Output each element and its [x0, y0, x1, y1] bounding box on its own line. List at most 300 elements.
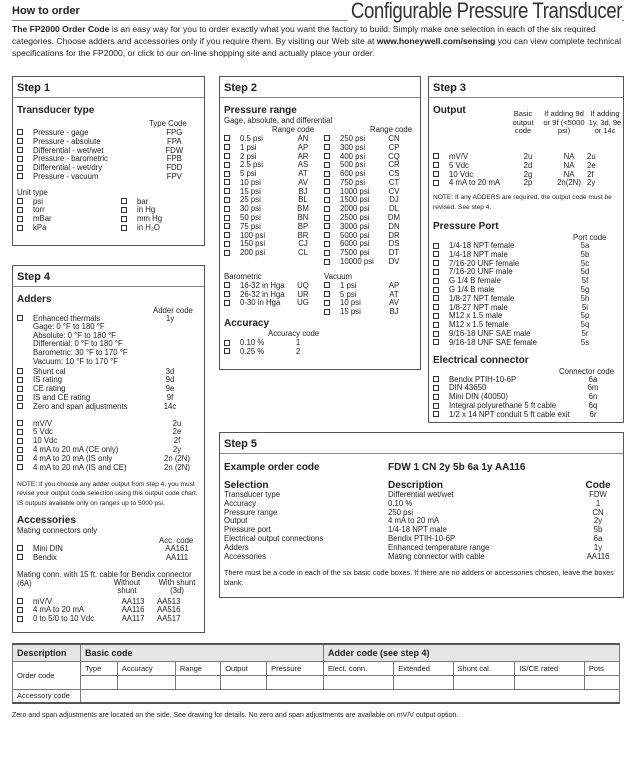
checkbox[interactable] — [324, 250, 330, 256]
option-label: 15 psi — [340, 307, 361, 317]
checkbox[interactable] — [433, 385, 439, 391]
range-option[interactable] — [220, 204, 320, 213]
option-code-code: 5d — [580, 267, 590, 277]
code-cell: 2y — [593, 516, 603, 526]
adder-output-option[interactable] — [13, 463, 204, 472]
connector-option[interactable] — [429, 401, 623, 410]
option-code-c1: 2g — [523, 169, 533, 179]
order-code-input[interactable] — [267, 675, 324, 689]
option-label: 5000 psi — [340, 230, 370, 240]
checkbox[interactable] — [324, 241, 330, 247]
option-label: Mini DIN (40050) — [449, 392, 508, 402]
checkbox[interactable] — [224, 179, 230, 185]
checkbox[interactable] — [433, 180, 439, 186]
checkbox[interactable] — [17, 607, 23, 613]
option-code-code: CT — [388, 177, 400, 187]
option-label: Bendix — [33, 552, 57, 562]
option-label: 10 Vdc — [449, 169, 474, 179]
adder-code-header: Adder code — [153, 306, 193, 315]
port-option[interactable] — [429, 329, 623, 338]
range-option[interactable] — [220, 134, 320, 143]
transducer-type-option[interactable] — [13, 163, 204, 172]
accessory-option[interactable] — [13, 553, 204, 562]
unit-option[interactable] — [13, 197, 117, 206]
checkbox[interactable] — [433, 394, 439, 400]
order-code-input[interactable] — [117, 675, 175, 689]
checkbox[interactable] — [17, 395, 23, 401]
mating-header-without: Without shunt — [113, 577, 141, 596]
code-header: Code — [585, 480, 611, 491]
checkbox[interactable] — [324, 259, 330, 265]
checkbox[interactable] — [224, 144, 230, 150]
option-code-code: UG — [297, 298, 309, 308]
range-option[interactable] — [320, 160, 409, 169]
range-code-header-right: Range code — [370, 125, 413, 134]
selection-header: Selection — [224, 480, 269, 491]
checkbox[interactable] — [324, 309, 330, 315]
checkbox[interactable] — [224, 348, 230, 354]
step4-box — [12, 265, 205, 633]
intro-bold: The FP2000 Order Code — [12, 24, 110, 34]
checkbox[interactable] — [324, 300, 330, 306]
option-code-c1: AA113 — [121, 596, 145, 606]
output-option[interactable] — [429, 161, 623, 170]
option-label: 10000 psi — [340, 257, 374, 267]
range-option[interactable] — [220, 196, 320, 205]
description-header: Description — [388, 480, 444, 491]
checkbox[interactable] — [17, 173, 23, 179]
checkbox[interactable] — [224, 162, 230, 168]
range-option[interactable] — [320, 240, 409, 249]
option-code-code: 6a — [588, 374, 598, 384]
checkbox[interactable] — [324, 282, 330, 288]
port-option[interactable] — [429, 303, 623, 312]
checkbox[interactable] — [324, 197, 330, 203]
example-row — [220, 553, 623, 562]
order-code-input[interactable] — [175, 675, 220, 689]
mating-option[interactable] — [13, 614, 204, 623]
range-option[interactable] — [220, 160, 320, 169]
adder-output-option[interactable] — [13, 454, 204, 463]
checkbox[interactable] — [224, 282, 230, 288]
adder-output-option[interactable] — [13, 436, 204, 445]
option-label: 2000 psi — [340, 204, 370, 214]
option-label: 0.25 % — [240, 346, 265, 356]
range-option[interactable] — [220, 248, 320, 257]
option-label: IS and CE rating — [33, 393, 91, 403]
checkbox[interactable] — [324, 215, 330, 221]
barometric-title: Barometric — [224, 271, 262, 281]
range-option[interactable] — [220, 178, 320, 187]
checkbox[interactable] — [224, 250, 230, 256]
option-label: 600 psi — [340, 169, 366, 179]
port-option[interactable] — [429, 338, 623, 347]
checkbox[interactable] — [17, 315, 23, 321]
checkbox[interactable] — [324, 171, 330, 177]
checkbox[interactable] — [224, 232, 230, 238]
adder-option[interactable] — [13, 393, 204, 402]
example-row — [220, 500, 623, 509]
option-code-code: 6n — [588, 392, 598, 402]
checkbox[interactable] — [17, 545, 23, 551]
thermal-detail: Differential: 0 °F to 180 °F — [33, 339, 123, 349]
checkbox[interactable] — [17, 165, 23, 171]
range-option[interactable] — [320, 248, 409, 257]
port-option[interactable] — [429, 285, 623, 294]
port-option[interactable] — [429, 320, 623, 329]
port-option[interactable] — [429, 259, 623, 268]
range-option[interactable] — [320, 134, 409, 143]
order-column-header: Output — [221, 661, 267, 675]
output-option[interactable] — [429, 170, 623, 179]
adder-output-option[interactable] — [13, 428, 204, 437]
adder-output-option[interactable] — [13, 419, 204, 428]
checkbox[interactable] — [17, 554, 23, 560]
option-code-code: 5b — [580, 249, 590, 259]
range-option[interactable] — [220, 213, 320, 222]
order-code-input[interactable] — [323, 675, 393, 689]
connector-option[interactable] — [429, 392, 623, 401]
checkbox[interactable] — [433, 269, 439, 275]
option-code-code: FDD — [166, 163, 183, 173]
option-code-code: 2e — [172, 427, 182, 437]
option-code-c2: AA516 — [157, 605, 181, 615]
port-option[interactable] — [429, 294, 623, 303]
code-cell: 6a — [593, 533, 603, 543]
checkbox[interactable] — [433, 243, 439, 249]
range-option[interactable] — [220, 143, 320, 152]
checkbox[interactable] — [224, 215, 230, 221]
adder-option[interactable] — [13, 384, 204, 393]
checkbox[interactable] — [17, 156, 23, 162]
vacuum-option[interactable] — [320, 299, 409, 308]
checkbox[interactable] — [433, 411, 439, 417]
option-label: Pressure - barometric — [33, 154, 108, 164]
option-code-code: 5c — [580, 258, 590, 268]
unit-option[interactable] — [13, 214, 117, 223]
order-code-input[interactable] — [515, 675, 585, 689]
connector-option[interactable] — [429, 410, 623, 419]
option-code-code: 5f — [581, 276, 589, 286]
option-label: mV/V — [33, 596, 53, 606]
type-code-header: Type Code — [149, 119, 187, 128]
port-option[interactable] — [429, 241, 623, 250]
checkbox[interactable] — [17, 464, 23, 470]
port-option[interactable] — [429, 276, 623, 285]
checkbox[interactable] — [17, 455, 23, 461]
checkbox[interactable] — [433, 162, 439, 168]
description-cell: 1/4-18 NPT male — [388, 525, 447, 535]
checkbox[interactable] — [224, 135, 230, 141]
option-label: 5 Vdc — [449, 160, 469, 170]
option-code-code: AP — [388, 280, 400, 290]
order-column-header: Range — [175, 661, 220, 675]
code-cell: 1y — [593, 542, 603, 552]
barometric-option[interactable] — [220, 290, 320, 299]
pressure-range-title: Pressure range — [224, 105, 297, 116]
checkbox[interactable] — [324, 153, 330, 159]
range-option[interactable] — [320, 213, 409, 222]
checkbox[interactable] — [224, 188, 230, 194]
output-title: Output — [433, 105, 466, 116]
option-label: 7/16-20 UNF female — [449, 258, 520, 268]
checkbox[interactable] — [433, 153, 439, 159]
range-option[interactable] — [220, 152, 320, 161]
option-code-code: CQ — [388, 151, 400, 161]
accuracy-option[interactable] — [220, 347, 420, 356]
checkbox[interactable] — [121, 198, 127, 204]
step5-heading: Step 5 — [220, 433, 623, 454]
unit-option[interactable] — [13, 223, 117, 232]
selection-cell: Pressure port — [224, 525, 271, 535]
order-code-input[interactable] — [81, 675, 118, 689]
vacuum-option[interactable] — [320, 307, 409, 316]
option-code-c2: NA — [563, 151, 575, 161]
checkbox[interactable] — [224, 171, 230, 177]
checkbox[interactable] — [121, 207, 127, 213]
unit-option[interactable] — [117, 223, 166, 232]
adder-output-option[interactable] — [13, 445, 204, 454]
checkbox[interactable] — [224, 300, 230, 306]
checkbox[interactable] — [433, 304, 439, 310]
checkbox[interactable] — [17, 438, 23, 444]
checkbox[interactable] — [324, 223, 330, 229]
order-column-header: Extended — [394, 661, 453, 675]
range-option[interactable] — [320, 143, 409, 152]
port-option[interactable] — [429, 268, 623, 277]
order-code-input[interactable] — [453, 675, 515, 689]
option-code-code: 2y — [172, 445, 182, 455]
vacuum-option[interactable] — [320, 290, 409, 299]
option-code-code: 5g — [580, 285, 590, 295]
option-code-code: 5h — [580, 293, 590, 303]
transducer-type-option[interactable] — [13, 146, 204, 155]
option-code-code: 2 — [295, 346, 301, 356]
barometric-option[interactable] — [220, 281, 320, 290]
checkbox[interactable] — [433, 403, 439, 409]
connector-option[interactable] — [429, 375, 623, 384]
mating-header-with: With shunt (3d) — [158, 577, 196, 596]
option-label: Pressure - gage — [33, 127, 89, 137]
option-code-code: 5q — [580, 320, 590, 330]
option-code-code: CP — [388, 142, 400, 152]
checkbox[interactable] — [433, 313, 439, 319]
option-code-code: BJ — [389, 307, 399, 317]
option-label: 5 psi — [340, 289, 357, 299]
range-option[interactable] — [220, 231, 320, 240]
checkbox[interactable] — [224, 241, 230, 247]
checkbox[interactable] — [17, 138, 23, 144]
checkbox[interactable] — [433, 260, 439, 266]
unit-option[interactable] — [117, 214, 166, 223]
accessory-option[interactable] — [13, 544, 204, 553]
checkbox[interactable] — [433, 295, 439, 301]
order-code-input[interactable] — [394, 675, 453, 689]
option-label: DIN 43650 — [449, 383, 487, 393]
thermal-detail: Vacuum: 10 °F to 170 °F — [33, 356, 118, 366]
checkbox[interactable] — [433, 251, 439, 257]
checkbox[interactable] — [324, 144, 330, 150]
adder-option[interactable] — [13, 376, 204, 385]
checkbox[interactable] — [121, 216, 127, 222]
checkbox[interactable] — [17, 403, 23, 409]
range-option[interactable] — [320, 178, 409, 187]
range-option[interactable] — [320, 204, 409, 213]
vacuum-option[interactable] — [320, 281, 409, 290]
checkbox[interactable] — [224, 340, 230, 346]
option-code-code: BN — [297, 213, 309, 223]
option-code-code: CJ — [298, 239, 308, 249]
order-code-input[interactable] — [221, 675, 267, 689]
unit-type-title: Unit type — [17, 187, 48, 197]
order-code-input[interactable] — [584, 675, 619, 689]
option-code-code: AP — [297, 142, 309, 152]
option-code-code: 5i — [581, 302, 589, 312]
checkbox[interactable] — [324, 179, 330, 185]
checkbox[interactable] — [17, 198, 23, 204]
range-option[interactable] — [320, 169, 409, 178]
acc-code-header: Acc. code — [159, 536, 194, 546]
port-option[interactable] — [429, 312, 623, 321]
option-code-c3: 2y — [587, 178, 596, 188]
option-label: 1500 psi — [340, 195, 370, 205]
option-label: 1/2 x 14 NPT conduit 5 ft cable exit — [449, 409, 570, 419]
checkbox[interactable] — [17, 225, 23, 231]
accessories-title: Accessories — [17, 515, 76, 527]
step5-note: There must be a code in each of the six basic code boxes. If there are no adders or accessories chosen, leave the boxes blank. — [224, 568, 614, 587]
option-label: 250 psi — [340, 133, 366, 143]
option-code-c3: 2u — [587, 151, 596, 161]
transducer-type-option[interactable] — [13, 172, 204, 181]
unit-option[interactable] — [13, 206, 117, 215]
adder-option[interactable] — [13, 402, 204, 411]
checkbox[interactable] — [17, 429, 23, 435]
checkbox[interactable] — [324, 291, 330, 297]
checkbox[interactable] — [324, 135, 330, 141]
intro-text-1: is an easy way for you to order exactly what you want the factory to build. Simply make one selection in each of the six required categories. Choose adders and accessories only if you require them. By visiting our Web site at — [12, 24, 596, 46]
range-option[interactable] — [220, 169, 320, 178]
option-label: 300 psi — [340, 142, 366, 152]
port-option[interactable] — [429, 250, 623, 259]
range-option[interactable] — [220, 187, 320, 196]
accuracy-option[interactable] — [220, 338, 420, 347]
option-code-code: CN — [388, 133, 400, 143]
accessory-code-input[interactable] — [81, 689, 620, 703]
option-code-code: CR — [388, 160, 400, 170]
option-code-code: BM — [297, 204, 309, 214]
transducer-type-option[interactable] — [13, 137, 204, 146]
checkbox[interactable] — [17, 207, 23, 213]
checkbox[interactable] — [433, 339, 439, 345]
option-code-code: 2n (2N) — [164, 453, 190, 463]
description-col-header: Description — [13, 644, 81, 661]
checkbox[interactable] — [433, 322, 439, 328]
option-code-code: AV — [298, 177, 308, 187]
transducer-type-option[interactable] — [13, 154, 204, 163]
transducer-type-option[interactable] — [13, 128, 204, 137]
checkbox[interactable] — [224, 197, 230, 203]
option-label: 9/16-18 UNF SAE female — [449, 337, 537, 347]
checkbox[interactable] — [17, 420, 23, 426]
barometric-option[interactable] — [220, 299, 320, 308]
checkbox[interactable] — [17, 616, 23, 622]
checkbox[interactable] — [324, 162, 330, 168]
option-label: 1/8-27 NPT female — [449, 293, 515, 303]
range-option[interactable] — [320, 257, 409, 266]
checkbox[interactable] — [17, 147, 23, 153]
checkbox[interactable] — [433, 376, 439, 382]
checkbox[interactable] — [324, 206, 330, 212]
port-code-header: Port code — [573, 233, 607, 243]
checkbox[interactable] — [17, 368, 23, 374]
option-code-code: 5p — [580, 311, 590, 321]
option-code-c2: AA513 — [157, 596, 181, 606]
option-code-c2: NA — [563, 169, 575, 179]
option-label: 10 psi — [340, 298, 361, 308]
footer-note: Zero and span adjustments are located on the side. See drawing for details. No zero and span adjustments are available on mV/V output option. — [12, 712, 459, 719]
checkbox[interactable] — [121, 225, 127, 231]
checkbox[interactable] — [224, 206, 230, 212]
option-label: G 1/4 B male — [449, 285, 495, 295]
checkbox[interactable] — [324, 232, 330, 238]
range-option[interactable] — [220, 222, 320, 231]
range-option[interactable] — [220, 240, 320, 249]
checkbox[interactable] — [433, 331, 439, 337]
checkbox[interactable] — [17, 216, 23, 222]
mating-option[interactable] — [13, 605, 204, 614]
adder-option[interactable] — [13, 367, 204, 376]
checkbox[interactable] — [324, 188, 330, 194]
checkbox[interactable] — [224, 223, 230, 229]
option-label: 0.10 % — [240, 338, 265, 348]
checkbox[interactable] — [17, 386, 23, 392]
range-option[interactable] — [320, 196, 409, 205]
option-label: 150 psi — [240, 239, 266, 249]
unit-option[interactable] — [117, 197, 166, 206]
checkbox[interactable] — [17, 129, 23, 135]
checkbox[interactable] — [433, 278, 439, 284]
option-code-code: UQ — [297, 280, 309, 290]
range-option[interactable] — [320, 152, 409, 161]
step1-box — [12, 76, 205, 246]
option-label: Shunt cal — [33, 366, 66, 376]
checkbox[interactable] — [17, 377, 23, 383]
order-column-header: Pressure — [267, 661, 324, 675]
option-label: 6000 psi — [340, 239, 370, 249]
page-title: Configurable Pressure Transducer — [347, 0, 622, 24]
output-option[interactable] — [429, 178, 623, 187]
range-option[interactable] — [320, 231, 409, 240]
code-cell: FDW — [589, 490, 607, 499]
output-option[interactable] — [429, 152, 623, 161]
option-label: 1 psi — [240, 142, 257, 152]
range-option[interactable] — [320, 187, 409, 196]
checkbox[interactable] — [17, 447, 23, 453]
checkbox[interactable] — [224, 291, 230, 297]
output-header-1y3d: If adding 1y, 3d, 9e or 14c — [588, 109, 622, 135]
website-link[interactable]: www.honeywell.com/sensing — [376, 36, 496, 46]
checkbox[interactable] — [433, 287, 439, 293]
option-label: Differential - wet/dry — [33, 163, 103, 173]
checkbox[interactable] — [433, 171, 439, 177]
option-code-code: DR — [388, 230, 400, 240]
selection-cell: Accuracy — [224, 498, 257, 508]
unit-option[interactable] — [117, 206, 166, 215]
order-column-header: Pots — [584, 661, 619, 675]
connector-option[interactable] — [429, 384, 623, 393]
range-option[interactable] — [320, 222, 409, 231]
checkbox[interactable] — [224, 153, 230, 159]
